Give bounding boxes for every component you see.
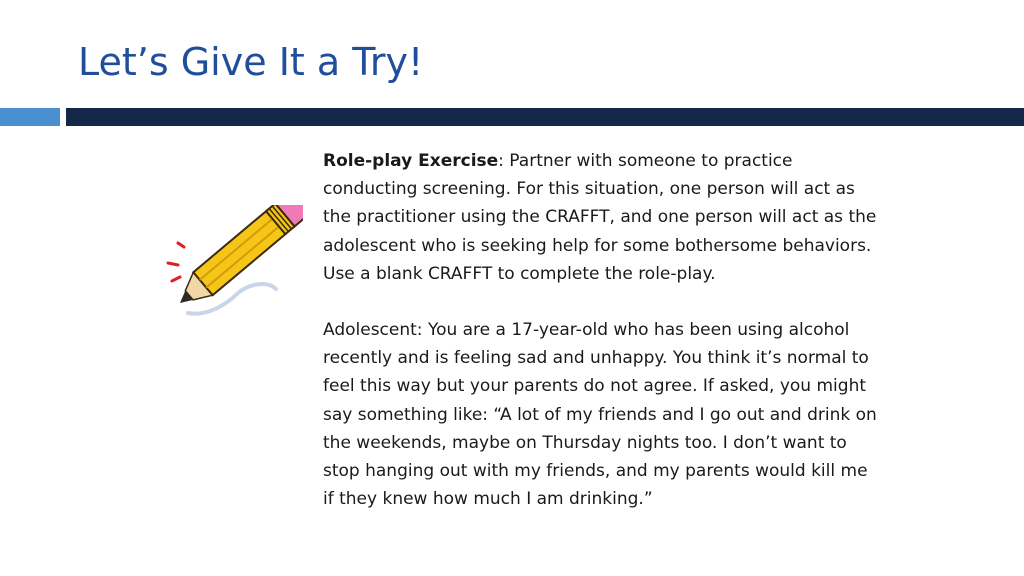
header-bar-accent: [0, 108, 60, 126]
role-play-text: : Partner with someone to practice conducting screening. For this situation, one person will act as the practitioner using the CRAFFT, and one person will act as the adolescent who is seeking help for some bothersome behaviors. Use a blank CRAFFT to complete the role-play.: [323, 151, 877, 284]
pencil-icon: [158, 205, 303, 325]
slide-title: Let’s Give It a Try!: [78, 40, 424, 84]
role-play-lead: Role-play Exercise: [323, 151, 499, 171]
adolescent-paragraph: Adolescent: You are a 17-year-old who has been using alcohol recently and is feeling sad and unhappy. You think it’s normal to feel this way but your parents do not agree. If asked, you might say something like: “A lot of my friends and I go out and drink on the weekends, maybe on Thursday nights too. I don’t want to stop hanging out with my friends, and my parents would kill me if they knew how much I am drinking.”: [323, 320, 877, 510]
exercise-body: [323, 147, 883, 513]
header-bar: [66, 108, 1024, 126]
role-play-paragraph: [323, 147, 883, 288]
